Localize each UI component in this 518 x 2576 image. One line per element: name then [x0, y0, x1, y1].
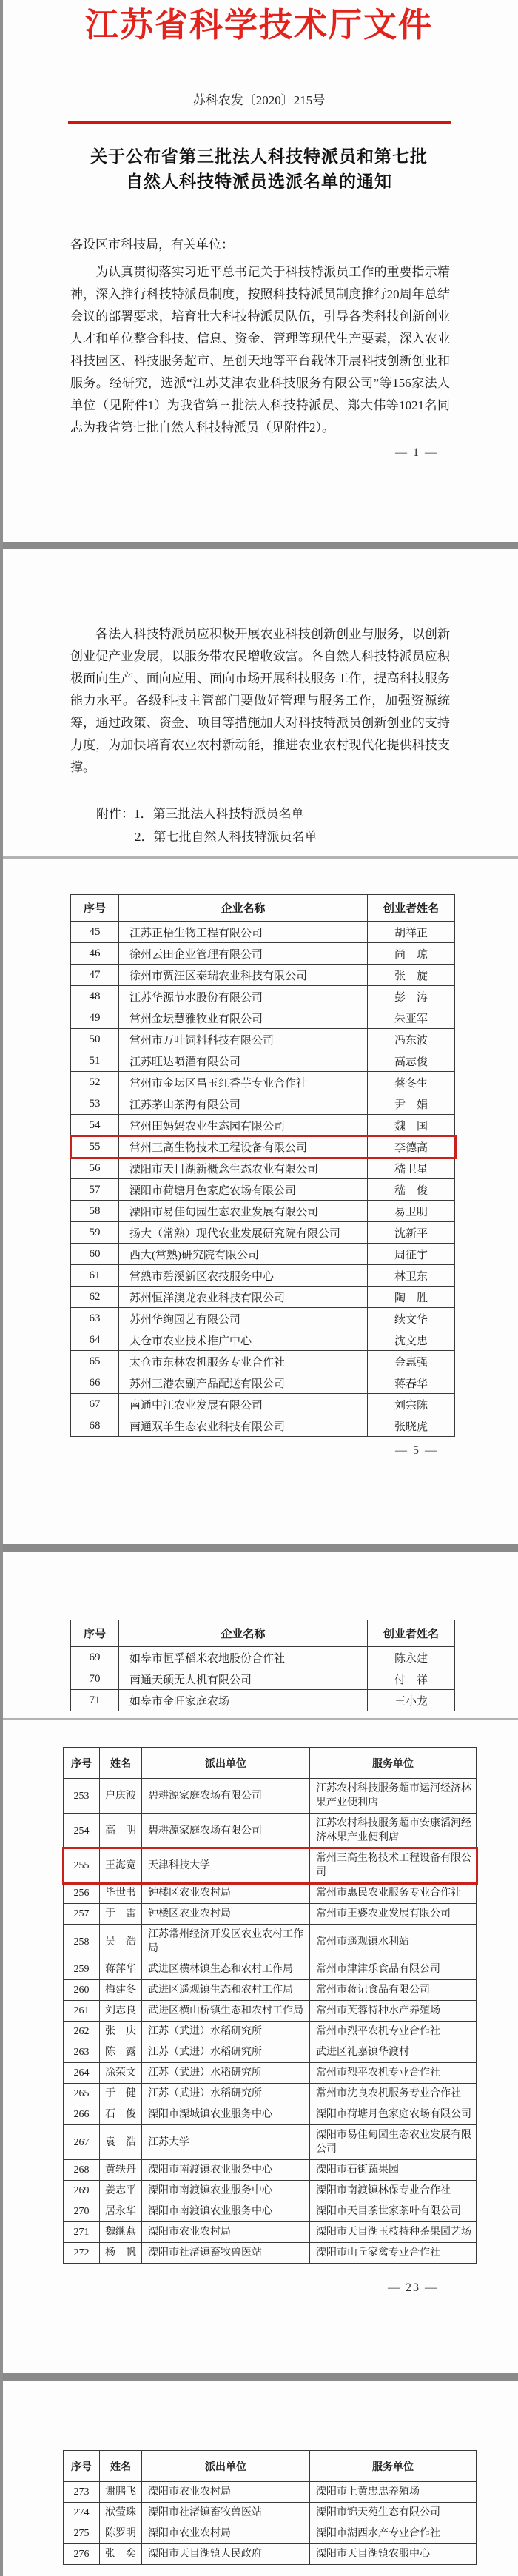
table-row: [71, 1372, 455, 1394]
table-cell: 高志俊: [368, 1050, 455, 1072]
table-cell: 彭 涛: [368, 986, 455, 1007]
table-row: [71, 1244, 455, 1265]
table-cell: 陈永建: [368, 1647, 455, 1668]
table-cell: 太仓市东林农机服务专业合作社: [119, 1351, 368, 1372]
page-number-5: — 5 —: [395, 1444, 438, 1457]
table-cell: 溧阳市农业农村局: [142, 2523, 310, 2544]
table-cell: 常州三高生物技术工程设备有限公司: [119, 1136, 368, 1158]
table-row-highlighted: [64, 1848, 477, 1883]
table-row: [71, 1394, 455, 1415]
table-cell: 陶 胜: [368, 1287, 455, 1308]
table-cell: 于 雷: [100, 1904, 142, 1925]
column-header: 序号: [71, 895, 119, 922]
table-cell: 266: [64, 2104, 100, 2125]
table-cell: 沈文忠: [368, 1329, 455, 1351]
table-cell: 胡祥正: [368, 922, 455, 943]
individual-specialist-table: [63, 1747, 477, 2264]
column-header: 姓名: [100, 2451, 142, 2482]
table-cell: 273: [64, 2482, 100, 2503]
table-cell: 南通天硕无人机有限公司: [119, 1668, 368, 1690]
table-row: [71, 1201, 455, 1222]
corporate-specialist-table-continued: [70, 1620, 455, 1711]
table-cell: 溧阳市天目湖玉枝特种茶果园艺场: [310, 2222, 477, 2243]
table-cell: 太仓市农业技术推广中心: [119, 1329, 368, 1351]
table-cell: 63: [71, 1308, 119, 1329]
document-header-title: 江苏省科学技术厅文件: [84, 7, 433, 44]
doc-number: 苏科农发〔2020〕215号: [192, 93, 326, 107]
table-header-row: [71, 895, 455, 922]
table-cell: 溧阳市南渡镇农业服务中心: [142, 2181, 310, 2201]
table-cell: 黄轶丹: [100, 2160, 142, 2181]
table-cell: 45: [71, 922, 119, 943]
table-cell: 溧阳市天目湖镇人民政府: [142, 2544, 310, 2565]
corporate-specialist-table: [70, 894, 455, 1437]
table-cell: 溧阳市荷塘月色家庭农场有限公司: [119, 1179, 368, 1201]
table-cell: 常州市万叶饲料科技有限公司: [119, 1029, 368, 1050]
table-cell: 朱亚军: [368, 1007, 455, 1029]
table-cell: 55: [71, 1136, 119, 1158]
table-cell: 张 庆: [100, 2022, 142, 2042]
table-cell: 谢鹏飞: [100, 2482, 142, 2503]
table-cell: 尚 琼: [368, 943, 455, 965]
table-row: [64, 2201, 477, 2222]
table-cell: 苏州三港农副产品配送有限公司: [119, 1372, 368, 1394]
table-cell: 常州金坛慧雅牧业有限公司: [119, 1007, 368, 1029]
table-row: [71, 1265, 455, 1287]
table-cell: 溧阳市天目湖新概念生态农业有限公司: [119, 1158, 368, 1179]
table-cell: 66: [71, 1372, 119, 1394]
page-separator: [0, 1544, 518, 1552]
table-cell: 258: [64, 1925, 100, 1959]
column-header: 企业名称: [119, 895, 368, 922]
page-separator: [0, 542, 518, 549]
table-cell: 267: [64, 2125, 100, 2160]
table-row: [64, 2243, 477, 2264]
table-row: [64, 2125, 477, 2160]
table-row: [64, 2022, 477, 2042]
notice-title-line2: 自然人科技特派员选派名单的通知: [126, 172, 392, 191]
table-cell: 67: [71, 1394, 119, 1415]
table-cell: 271: [64, 2222, 100, 2243]
table-row: [71, 1308, 455, 1329]
table-cell: 常州市王婆农业发展有限公司: [310, 1904, 477, 1925]
table-cell: 王海宽: [100, 1848, 142, 1883]
table-cell: 常州市惠民农业服务专业合作社: [310, 1883, 477, 1904]
page-5: [0, 859, 518, 1544]
table-row: [71, 1050, 455, 1072]
table-cell: 蔡冬生: [368, 1072, 455, 1093]
attachments-line-1: [96, 802, 518, 825]
table-cell: 57: [71, 1179, 119, 1201]
table-cell: 姜志平: [100, 2181, 142, 2201]
table-row: [64, 2063, 477, 2084]
table-cell: 高 明: [100, 1814, 142, 1848]
table-row: [64, 2482, 477, 2503]
table-cell: 溧阳市农业农村局: [142, 2222, 310, 2243]
table-cell: 武进区遥观镇生态和农村工作局: [142, 1980, 310, 2001]
table-cell: 溧阳市山丘家禽专业合作社: [310, 2243, 477, 2264]
red-divider-rule: [68, 121, 451, 124]
table-cell: 陈罗明: [100, 2523, 142, 2544]
table-cell: 47: [71, 965, 119, 986]
column-header: 创业者姓名: [368, 895, 455, 922]
table-cell: 59: [71, 1222, 119, 1244]
table-cell: 262: [64, 2022, 100, 2042]
table-cell: 钟楼区农业农村局: [142, 1883, 310, 1904]
table-cell: 江苏茅山茶海有限公司: [119, 1093, 368, 1115]
table-row: [64, 2222, 477, 2243]
table-row: [64, 1779, 477, 1814]
table-row: [71, 1287, 455, 1308]
table-header-row: [64, 1748, 477, 1779]
page-left-edge: [0, 0, 3, 2576]
table-cell: 江苏（武进）水稻研究所: [142, 2063, 310, 2084]
column-header: 序号: [64, 2451, 100, 2482]
table-cell: 溧阳市社渚镇畜牧兽医站: [142, 2243, 310, 2264]
page-6: [0, 1552, 518, 1718]
table-row: [64, 1980, 477, 2001]
table-row: [71, 1093, 455, 1115]
table-row: [64, 2544, 477, 2565]
table-row: [64, 2084, 477, 2104]
table-cell: 户庆波: [100, 1779, 142, 1814]
table-cell: 溧阳市农业农村局: [142, 2482, 310, 2503]
table-cell: 西大(常熟)研究院有限公司: [119, 1244, 368, 1265]
page-number-23: — 23 —: [388, 2281, 438, 2294]
table-cell: 65: [71, 1351, 119, 1372]
table-cell: 274: [64, 2503, 100, 2523]
table-row: [71, 1329, 455, 1351]
table-cell: 金惠强: [368, 1351, 455, 1372]
table-cell: 264: [64, 2063, 100, 2084]
paragraph-1: 为认真贯彻落实习近平总书记关于科技特派员工作的重要指示精神，深入推行科技特派员制度，按照科技特派员制度推行20周年总结会议的部署要求，培育壮大科技特派员队伍，引导各类科技创新创业人才和单位整合科技、信息、资金、管理等现代生产要素，深入农业科技园区、科技服务超市、星创天地等平台载体开展科技创新创业和服务。经研究，选派“江苏艾津农业科技服务有限公司”等156家法人单位（见附件1）为我省第三批法人科技特派员、郑大伟等1021名同志为我省第七批自然人科技特派员（见附件2）。: [70, 265, 450, 435]
table-cell: 李德高: [368, 1136, 455, 1158]
page-23: [0, 1720, 518, 2373]
table-header-row: [71, 1620, 455, 1647]
table-cell: 江苏正梧生物工程有限公司: [119, 922, 368, 943]
table-cell: 常熟市碧溪新区农技服务中心: [119, 1265, 368, 1287]
table-cell: 溧阳市荷塘月色家庭农场有限公司: [310, 2104, 477, 2125]
table-cell: 272: [64, 2243, 100, 2264]
table-cell: 钟楼区农业农村局: [142, 1904, 310, 1925]
table-row: [71, 1007, 455, 1029]
table-cell: 68: [71, 1415, 119, 1437]
table-cell: 69: [71, 1647, 119, 1668]
table-cell: 江苏农村科技服务超市运河经济林果产业便利店: [310, 1779, 477, 1814]
table-cell: 天津科技大学: [142, 1848, 310, 1883]
table-cell: 46: [71, 943, 119, 965]
table-cell: 陈 露: [100, 2042, 142, 2063]
table-row: [71, 1351, 455, 1372]
table-cell: 溧阳市天目茶世家茶叶有限公司: [310, 2201, 477, 2222]
table-cell: 溧阳市湖西水产专业合作社: [310, 2523, 477, 2544]
table-cell: 嵇卫星: [368, 1158, 455, 1179]
table-cell: 碧耕源家庭农场有限公司: [142, 1779, 310, 1814]
table-cell: 261: [64, 2001, 100, 2022]
table-row: [71, 1415, 455, 1437]
column-header: 派出单位: [142, 1748, 310, 1779]
table-row: [64, 2042, 477, 2063]
table-cell: 毕世书: [100, 1883, 142, 1904]
table-cell: 270: [64, 2201, 100, 2222]
table-row: [64, 2503, 477, 2523]
table-cell: 255: [64, 1848, 100, 1883]
table-row: [64, 1814, 477, 1848]
table-cell: 易卫明: [368, 1201, 455, 1222]
table-cell: 续文华: [368, 1308, 455, 1329]
table-cell: 常州市遥观镇水利站: [310, 1925, 477, 1959]
table-cell: 苏州华绚园艺有限公司: [119, 1308, 368, 1329]
table-cell: 常州市沈良农机服务专业合作社: [310, 2084, 477, 2104]
table-cell: 尹 娟: [368, 1093, 455, 1115]
table-row: [71, 986, 455, 1007]
table-cell: 51: [71, 1050, 119, 1072]
table-cell: 江苏旺达喷灌有限公司: [119, 1050, 368, 1072]
table-cell: 257: [64, 1904, 100, 1925]
paragraph-2: 各法人科技特派员应积极开展农业科技创新创业与服务，以创新创业促产业发展，以服务带农民增收致富。各自然人科技特派员应积极面向生产、面向应用、面向市场开展科技服务工作，提高科技服务能力水平。各级科技主管部门要做好管理与服务工作，加强资源统筹，通过政策、资金、项目等措施加大对科技特派员创新创业的支持力度，为加快培育农业农村新动能，推进农业农村现代化提供科技支撑。: [70, 627, 450, 774]
table-cell: 徐州市贾汪区泰瑞农业科技有限公司: [119, 965, 368, 986]
table-cell: 52: [71, 1072, 119, 1093]
table-cell: 武进区礼嘉镇华渡村: [310, 2042, 477, 2063]
table-row: [71, 943, 455, 965]
table-cell: 溧阳市南渡镇农业服务中心: [142, 2201, 310, 2222]
table-cell: 265: [64, 2084, 100, 2104]
table-row: [71, 1029, 455, 1050]
table-cell: 江苏（武进）水稻研究所: [142, 2084, 310, 2104]
table-row: [64, 2523, 477, 2544]
table-cell: 259: [64, 1959, 100, 1980]
table-cell: 56: [71, 1158, 119, 1179]
page-2: [0, 549, 518, 856]
table-row: [64, 1925, 477, 1959]
table-cell: 如皋市金旺家庭农场: [119, 1690, 368, 1711]
table-cell: 275: [64, 2523, 100, 2544]
table-cell: 70: [71, 1668, 119, 1690]
salutation: 各设区市科技局，有关单位：: [70, 238, 234, 252]
table-cell: 常州市金坛区昌玉红香芋专业合作社: [119, 1072, 368, 1093]
table-cell: 南通双羊生态农业科技有限公司: [119, 1415, 368, 1437]
table-cell: 江苏大学: [142, 2125, 310, 2160]
table-cell: 常州市津津乐食品有限公司: [310, 1959, 477, 1980]
table-cell: 常州市芙蓉特种水产养殖场: [310, 2001, 477, 2022]
table-cell: 常州三高生物技术工程设备有限公司: [310, 1848, 477, 1883]
table-cell: 254: [64, 1814, 100, 1848]
table-cell: 于 健: [100, 2084, 142, 2104]
table-cell: 江苏（武进）水稻研究所: [142, 2022, 310, 2042]
table-row: [64, 1904, 477, 1925]
page-number-1: — 1 —: [395, 446, 438, 459]
table-header-row: [64, 2451, 477, 2482]
table-cell: 魏 国: [368, 1115, 455, 1136]
table-cell: 54: [71, 1115, 119, 1136]
table-cell: 刘志良: [100, 2001, 142, 2022]
table-cell: 梅建冬: [100, 1980, 142, 2001]
table-cell: 袁 浩: [100, 2125, 142, 2160]
table-cell: 53: [71, 1093, 119, 1115]
table-cell: 居永华: [100, 2201, 142, 2222]
table-cell: 263: [64, 2042, 100, 2063]
column-header: 企业名称: [119, 1620, 368, 1647]
table-cell: 71: [71, 1690, 119, 1711]
table-cell: 溧阳市天目湖镇农服中心: [310, 2544, 477, 2565]
table-cell: 49: [71, 1007, 119, 1029]
column-header: 序号: [71, 1620, 119, 1647]
column-header: 服务单位: [310, 2451, 477, 2482]
table-cell: 溧阳市易佳甸园生态农业发展有限公司: [310, 2125, 477, 2160]
column-header: 派出单位: [142, 2451, 310, 2482]
table-cell: 溧阳市溧城镇农业服务中心: [142, 2104, 310, 2125]
table-row: [71, 1115, 455, 1136]
table-row: [71, 1158, 455, 1179]
table-cell: 常州田妈妈农业生态园有限公司: [119, 1115, 368, 1136]
table-row: [71, 1668, 455, 1690]
table-cell: 溧阳市南渡镇农业服务中心: [142, 2160, 310, 2181]
table-cell: 江苏农村科技服务超市安康滔河经济林果产业便利店: [310, 1814, 477, 1848]
table-row: [71, 1222, 455, 1244]
table-cell: 石 俊: [100, 2104, 142, 2125]
table-cell: 冯东波: [368, 1029, 455, 1050]
table-cell: 58: [71, 1201, 119, 1222]
table-cell: 溧阳市社渚镇畜牧兽医站: [142, 2503, 310, 2523]
table-cell: 268: [64, 2160, 100, 2181]
individual-specialist-table-continued: [63, 2450, 477, 2565]
table-cell: 刘宗陈: [368, 1394, 455, 1415]
table-cell: 50: [71, 1029, 119, 1050]
table-cell: 276: [64, 2544, 100, 2565]
table-cell: 扬大（常熟）现代农业发展研究院有限公司: [119, 1222, 368, 1244]
table-cell: 260: [64, 1980, 100, 2001]
table-cell: 周征宇: [368, 1244, 455, 1265]
table-cell: 溧阳市锦天苑生态有限公司: [310, 2503, 477, 2523]
table-cell: 魏继燕: [100, 2222, 142, 2243]
column-header: 创业者姓名: [368, 1620, 455, 1647]
table-cell: 61: [71, 1265, 119, 1287]
table-cell: 常州市烈平农机专业合作社: [310, 2063, 477, 2084]
table-cell: 付 祥: [368, 1668, 455, 1690]
table-cell: 如皋市恒孚稻米农地股份合作社: [119, 1647, 368, 1668]
table-cell: 嵇 俊: [368, 1179, 455, 1201]
column-header: 服务单位: [310, 1748, 477, 1779]
table-cell: 南通中江农业发展有限公司: [119, 1394, 368, 1415]
table-cell: 江苏（武进）水稻研究所: [142, 2042, 310, 2063]
table-cell: 溧阳市上黄忠忠养殖场: [310, 2482, 477, 2503]
attachment-item-2: 2．第七批自然人科技特派员名单: [135, 830, 317, 844]
table-row: [71, 922, 455, 943]
table-cell: 苏州恒洋澳龙农业科技有限公司: [119, 1287, 368, 1308]
table-row: [71, 1647, 455, 1668]
notice-title-line1: 关于公布省第三批法人科技特派员和第七批: [90, 147, 428, 166]
table-cell: 常州市烈平农机专业合作社: [310, 2022, 477, 2042]
table-cell: 碧耕源家庭农场有限公司: [142, 1814, 310, 1848]
notice-title: [0, 144, 518, 195]
table-row-highlighted: [71, 1136, 455, 1158]
table-cell: 张 旋: [368, 965, 455, 986]
table-row: [64, 1959, 477, 1980]
column-header: 姓名: [100, 1748, 142, 1779]
column-header: 序号: [64, 1748, 100, 1779]
table-cell: 62: [71, 1287, 119, 1308]
table-cell: 王小龙: [368, 1690, 455, 1711]
table-cell: 269: [64, 2181, 100, 2201]
table-cell: 江苏华源节水股份有限公司: [119, 986, 368, 1007]
table-row: [71, 1690, 455, 1711]
table-row: [64, 2160, 477, 2181]
table-row: [71, 965, 455, 986]
page-1: [0, 0, 518, 542]
table-cell: 武进区横林镇生态和农村工作局: [142, 1959, 310, 1980]
table-cell: 洑莹珠: [100, 2503, 142, 2523]
page-24: [0, 2381, 518, 2576]
table-row: [64, 2104, 477, 2125]
table-cell: 徐州云田企业管理有限公司: [119, 943, 368, 965]
table-cell: 沈新平: [368, 1222, 455, 1244]
table-row: [71, 1072, 455, 1093]
table-row: [64, 2001, 477, 2022]
attachment-item-1: 1．第三批法人科技特派员名单: [134, 807, 304, 821]
page-separator: [0, 2373, 518, 2381]
table-cell: 64: [71, 1329, 119, 1351]
table-cell: 溧阳市石街蔬果园: [310, 2160, 477, 2181]
table-cell: 江苏常州经济开发区农业农村工作局: [142, 1925, 310, 1959]
table-row: [71, 1179, 455, 1201]
table-cell: 蒋萍华: [100, 1959, 142, 1980]
attachments-list: [96, 802, 518, 848]
table-cell: 溧阳市南渡镇林保专业合作社: [310, 2181, 477, 2201]
table-cell: 常州市蒋记食品有限公司: [310, 1980, 477, 2001]
table-cell: 杨 帆: [100, 2243, 142, 2264]
table-cell: 48: [71, 986, 119, 1007]
table-cell: 溧阳市易佳甸园生态农业发展有限公司: [119, 1201, 368, 1222]
table-cell: 凃荣文: [100, 2063, 142, 2084]
table-cell: 吴 浩: [100, 1925, 142, 1959]
table-row: [64, 1883, 477, 1904]
table-cell: 253: [64, 1779, 100, 1814]
table-row: [64, 2181, 477, 2201]
table-cell: 蒋春华: [368, 1372, 455, 1394]
table-cell: 张晓虎: [368, 1415, 455, 1437]
table-cell: 张 奕: [100, 2544, 142, 2565]
attachments-label: 附件：: [96, 807, 134, 821]
table-cell: 256: [64, 1883, 100, 1904]
table-cell: 林卫东: [368, 1265, 455, 1287]
table-cell: 60: [71, 1244, 119, 1265]
table-cell: 武进区横山桥镇生态和农村工作局: [142, 2001, 310, 2022]
